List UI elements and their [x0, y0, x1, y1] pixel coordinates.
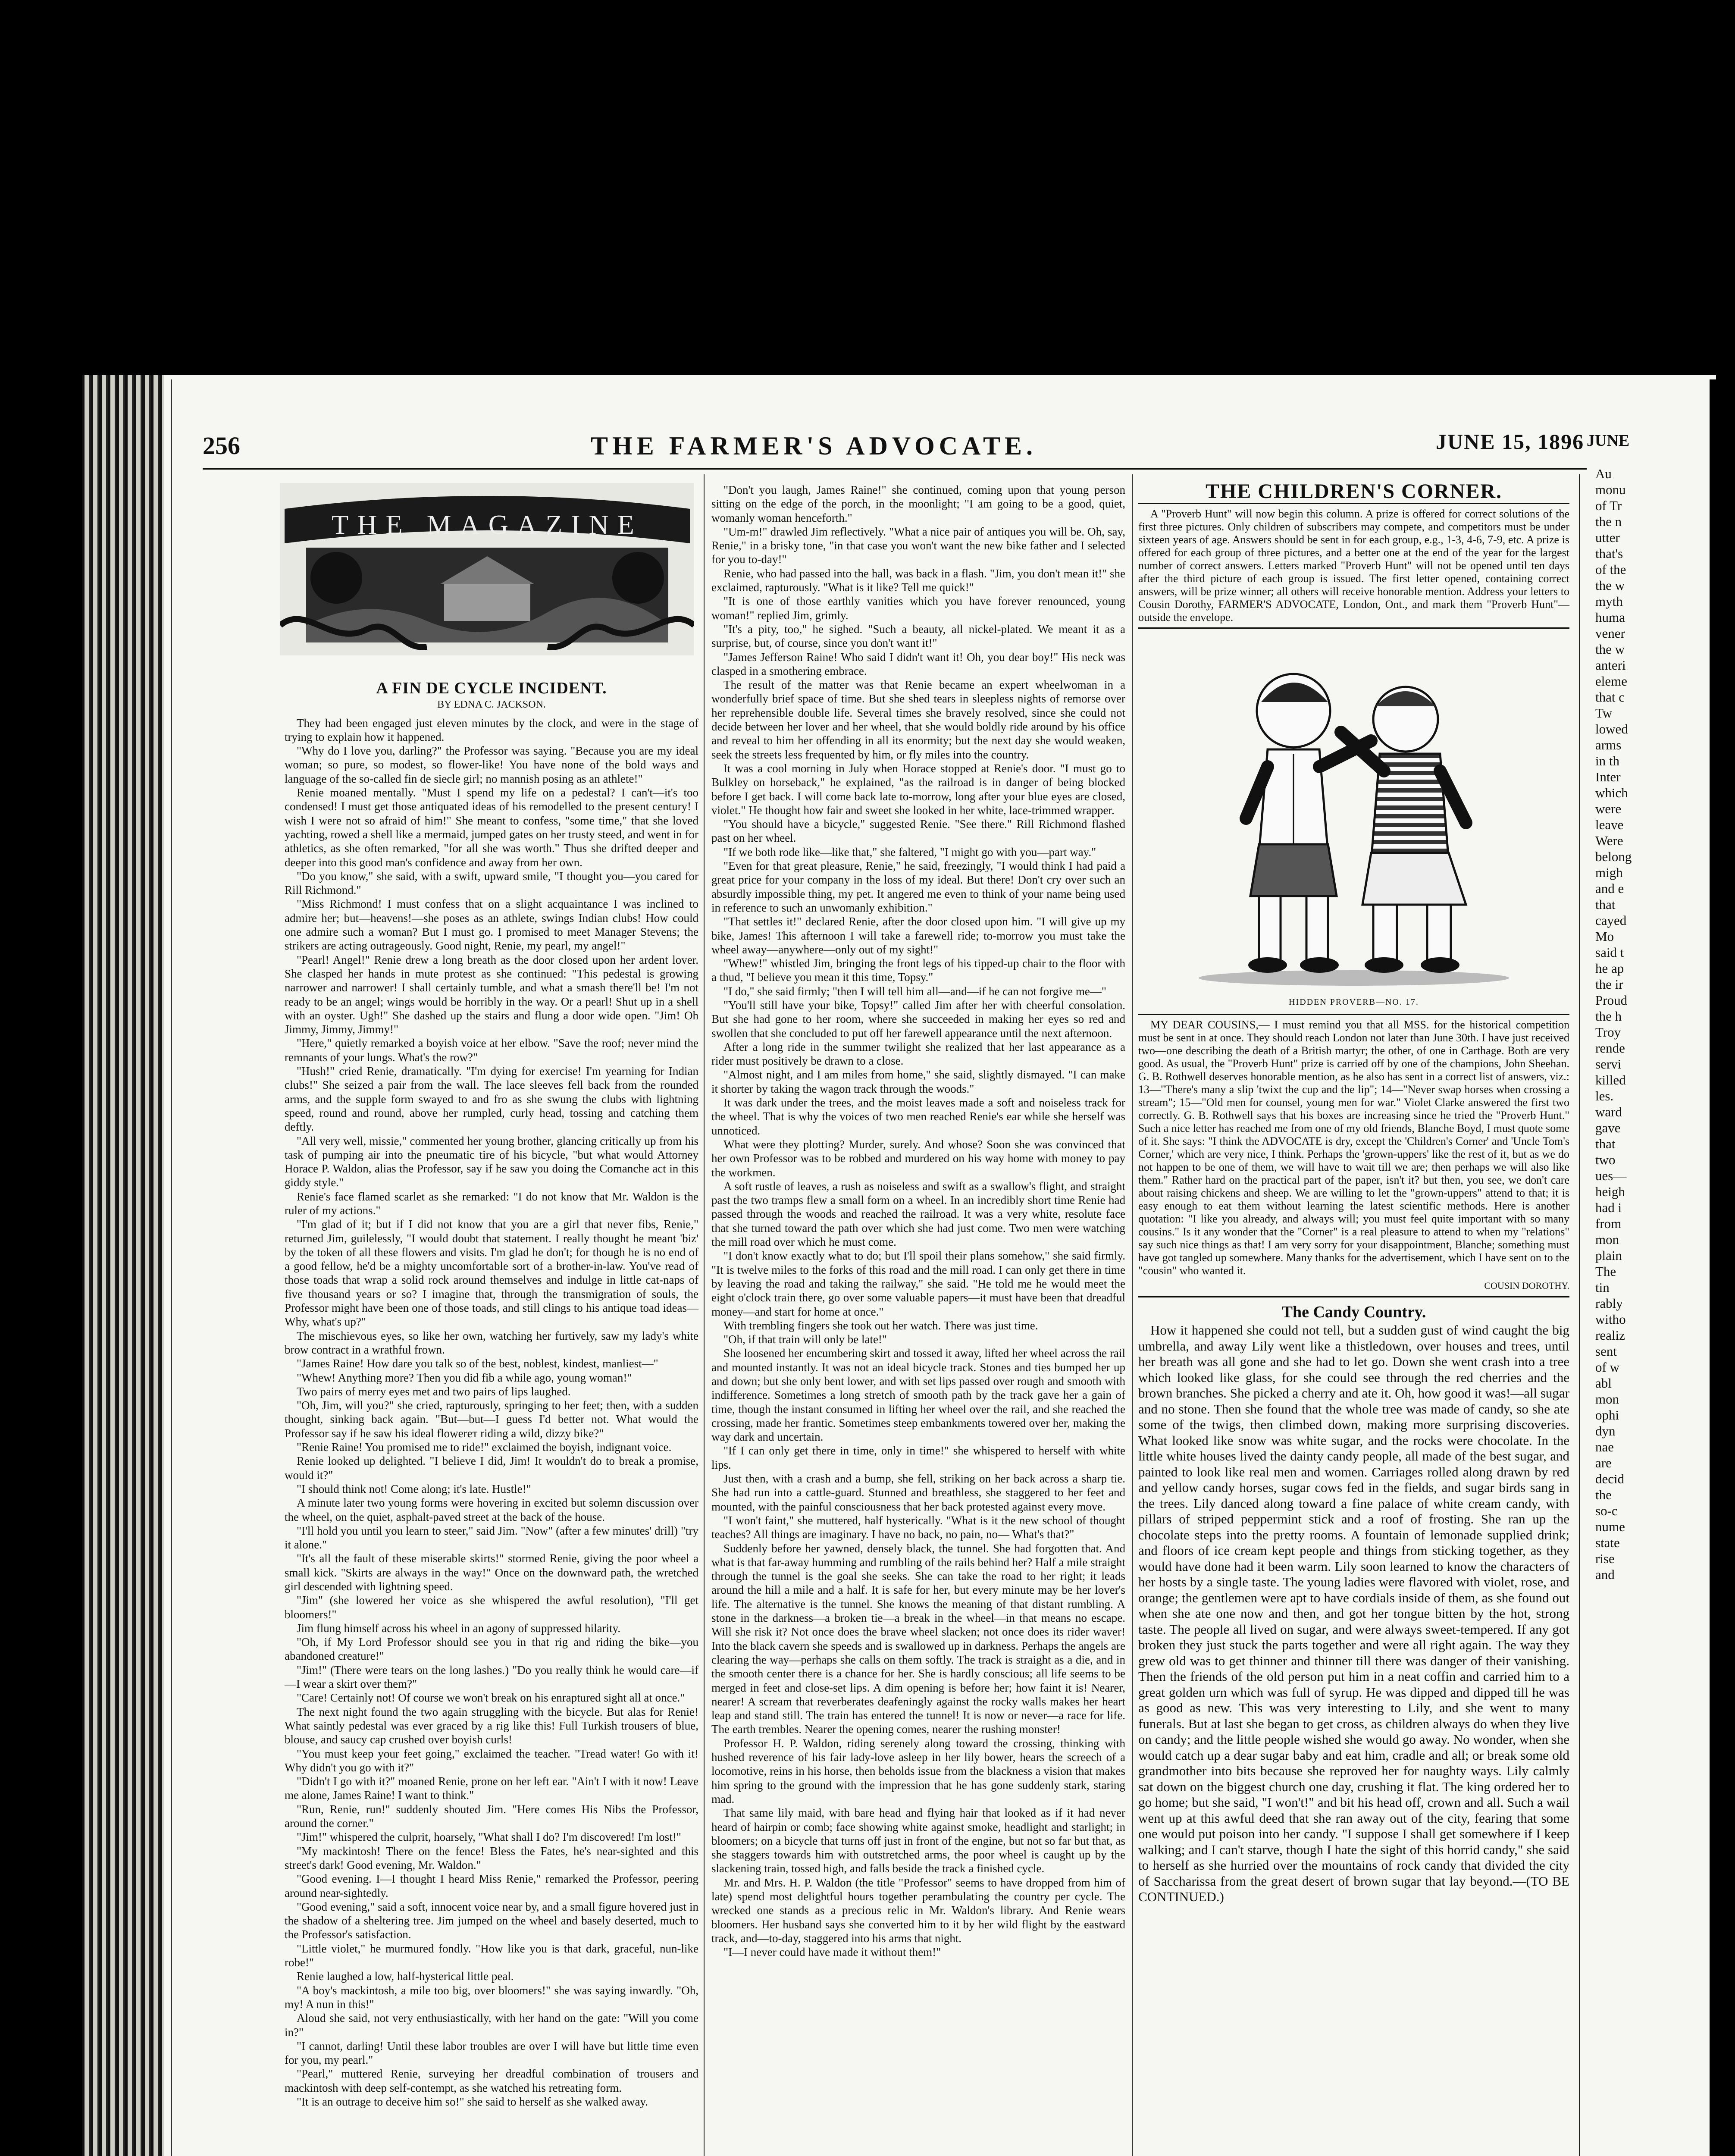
magazine-banner-illustration	[280, 483, 694, 655]
story-paragraph: "That settles it!" declared Renie, after the door closed upon him. "I will give up my bike, James! This afternoon I will take a farewell ride; to-morrow you must take the wheel away—anywhere—only out of my sight!"	[711, 915, 1125, 956]
story-paragraph: "I'm glad of it; but if I did not know that you are a girl that never fibs, Renie," returned Jim, guilelessly, "I would doubt that statement. I really thought he meant 'biz' by the token of all these flowers and visits. I'm glad he don't; for though he is no end of a good fellow, he'd be a mighty uncomfortable sort of a brother-in-law. You've read of those toads that wrap a solid rock around themselves and indulge in little cat-naps of five thousand years or so? I imagine that, through the transmigration of souls, the Professor might have been one of those toads, and still clings to his antique toad ideas— Why, what's up?"	[285, 1218, 698, 1329]
facing-page-fragment: are	[1595, 1455, 1612, 1470]
story-paragraph: "I cannot, darling! Until these labor troubles are over I will have but little time even for you, my pearl."	[285, 2039, 698, 2067]
proverb-hunt-announcement: A "Proverb Hunt" will now begin this column. A prize is offered for correct solutions of the first three pictures. Only children of subscribers may compete, and competitors must be under sixteen years of age. Answers should be sent in for each group, e.g., 1-3, 4-6, 7-9, etc. A prize is offered for each group of three pictures, and a better one at the end of the year for the largest number of correct answers. Letters marked "Proverb Hunt" will not be opened until ten days after the third picture of each group is issued. The first letter opened, containing correct answers, will be prize winner; all others will receive honorable mention. Address your letters to Cousin Dorothy, FARMER'S ADVOCATE, London, Ont., and mark them "Proverb Hunt"—outside the envelope.	[1138, 508, 1569, 624]
issue-date: JUNE 15, 1896	[1436, 429, 1585, 454]
story-paragraph: Professor H. P. Waldon, riding serenely along toward the crossing, thinking with hushed reverence of his fair lady-love asleep in her lily bower, hears the screech of a locomotive, reins in his horse, then beholds issue from the blackness a vision that makes him spring to the ground with the impression that he has gone suddenly stark, staring mad.	[711, 1736, 1125, 1805]
facing-page-fragment: he ap	[1595, 961, 1624, 976]
story-paragraph: "Jim!" (There were tears on the long lashes.) "Do you really think he would care—if—I wear a skirt over them?"	[285, 1663, 698, 1691]
facing-page-fragment: rably	[1595, 1296, 1623, 1311]
story-paragraph: Two pairs of merry eyes met and two pairs of lips laughed.	[297, 1385, 571, 1398]
story-paragraph: Aloud she said, not very enthusiastically, with her hand on the gate: "Will you come in?"	[285, 2012, 698, 2039]
facing-page-fragment: and	[1595, 1567, 1615, 1582]
facing-page-fragment: said t	[1595, 945, 1624, 960]
story-paragraph: "Oh, if that train will only be late!"	[723, 1333, 887, 1346]
facing-page-fragment: that c	[1595, 689, 1625, 705]
facing-page-fragment: ues—	[1595, 1168, 1627, 1183]
facing-page-fragment: migh	[1595, 865, 1623, 880]
facing-page-fragment: of Tr	[1595, 498, 1622, 513]
heading-rule	[1138, 503, 1569, 504]
facing-page-fragment: ophi	[1595, 1407, 1619, 1423]
facing-page-fragment: myth	[1595, 594, 1623, 609]
facing-page-fragment: Were	[1595, 833, 1623, 848]
facing-page-fragment: Mo	[1595, 929, 1614, 944]
facing-page-fragment: dyn	[1595, 1423, 1616, 1438]
magazine-banner	[280, 483, 694, 655]
facing-page-fragment: state	[1595, 1535, 1620, 1550]
story-paragraph: That same lily maid, with bare head and flying hair that looked as if it had never heard of hairpin or comb; face showing white against smoke, headlight and starlight; in bloomers; on a bicycle that turns off just in front of the engine, but not so far but that, as she staggers towards him with outstretched arms, the poor wheel is caught up by the slackening train, tossed high, and falls beside the track a finished cycle.	[711, 1806, 1125, 1875]
story-paragraph: "Almost night, and I am miles from home," she said, slightly dismayed. "I can make it shorter by taking the wagon track through the woods."	[711, 1068, 1125, 1095]
facing-page-fragment: nume	[1595, 1519, 1625, 1534]
story-body-continued	[711, 483, 1125, 1959]
story-paragraph: "Whew!" whistled Jim, bringing the front legs of his tipped-up chair to the floor with a thud, "I believe you mean it this time, Topsy."	[711, 957, 1125, 984]
caption-rule	[1138, 1014, 1569, 1015]
story-paragraph: A soft rustle of leaves, a rush as noiseless and swift as a swallow's flight, and straight past the two tramps flew a small form on a wheel. In an incredibly short time Renie had passed through the woods and reached the railroad. It was a very white, resolute face that she turned toward the path over which she had just come. Two men were watching the mill road over which he must come.	[711, 1179, 1125, 1249]
facing-page-fragment: rise	[1595, 1551, 1615, 1566]
story-paragraph: "James Jefferson Raine! Who said I didn't want it! Oh, you dear boy!" His neck was clasped in a smothering embrace.	[711, 650, 1125, 677]
story-paragraph: Renie, who had passed into the hall, was back in a flash. "Jim, you don't mean it!" she exclaimed, rapturously. "What is it like? Tell me quick!"	[711, 567, 1125, 594]
facing-page-fragment: the	[1595, 1487, 1612, 1502]
facing-page-fragment: belong	[1595, 849, 1632, 864]
facing-page-fragments	[1595, 466, 1694, 1583]
facing-page-fragment: tin	[1595, 1280, 1610, 1295]
letter-rule	[1138, 1296, 1569, 1297]
story-paragraph: "It's all the fault of these miserable skirts!" stormed Renie, giving the poor wheel a small kick. "Skirts are always in the way!" Once on the downward path, the wretched girl descended with lightning speed.	[285, 1552, 698, 1593]
scan-background-top	[0, 0, 1735, 379]
facing-page-fragment: that's	[1595, 546, 1623, 561]
facing-page-fragment: cayed	[1595, 913, 1627, 928]
facing-page-fragment: servi	[1595, 1056, 1622, 1072]
facing-page-fragment: vener	[1595, 626, 1625, 641]
story-paragraph: "A boy's mackintosh, a mile too big, over bloomers!" she was saying inwardly. "Oh, my! A nun in this!"	[285, 1984, 698, 2011]
childrens-corner-heading: THE CHILDREN'S CORNER.	[1205, 480, 1503, 503]
story-paragraph: The result of the matter was that Renie became an expert wheelwoman in a wonderfully brief space of time. But she shed tears in sleepless nights of remorse over her reprehensible double life. Several times she bravely resolved, since she could not decide between her lover and her wheel, that she would boldly ride around by his office and reveal to him her offending in all its enormity; but the next day she would weaken, seek the streets less frequented by him, or fly miles into the country.	[711, 678, 1125, 761]
story-paragraph: "All very well, missie," commented her young brother, glancing critically up from his task of pumping air into the pneumatic tire of his bicycle, "but what would Attorney Horace P. Waldon, alias the Professor, say if he saw you doing the Comanche act in this giddy style."	[285, 1134, 698, 1189]
facing-page-fragment: the ir	[1595, 977, 1623, 992]
story-paragraph: "If we both rode like—like that," she faltered, "I might go with you—part way."	[723, 845, 1096, 859]
facing-page-fragment: ward	[1595, 1104, 1622, 1119]
boxing-boys-illustration	[1138, 637, 1569, 991]
story-paragraph: "Renie Raine! You promised me to ride!" exclaimed the boyish, indignant voice.	[297, 1441, 672, 1454]
facing-page-fragment: huma	[1595, 610, 1625, 625]
facing-page-fragment: Inter	[1595, 769, 1621, 784]
announcement-rule	[1138, 627, 1569, 629]
story-paragraph: "I do," she said firmly; "then I will tell him all—and—if he can not forgive me—"	[723, 984, 1106, 998]
story-paragraph: "Hush!" cried Renie, dramatically. "I'm dying for exercise! I'm yearning for Indian clubs!" She seized a pair from the wall. The lace sleeves fell back from the rounded arms, and the supple form swayed to and fro as she swung the clubs with lightning speed, round and round, above her rumpled, curly head, tossing and catching them deftly.	[285, 1065, 698, 1134]
facing-page-fragment: had i	[1595, 1200, 1622, 1215]
story-paragraph: Renie looked up delighted. "I believe I did, Jim! It wouldn't do to break a promise, would it?"	[285, 1454, 698, 1482]
facing-page-fragment: so-c	[1595, 1503, 1618, 1518]
story-paragraph: "It is one of those earthly vanities which you have forever renounced, young woman!" replied Jim, grimly.	[711, 595, 1125, 622]
story-paragraph: "It's a pity, too," he sighed. "Such a beauty, all nickel-plated. We meant it as a surprise, but, of course, since you don't want it!"	[711, 622, 1125, 650]
facing-page-fragment: decid	[1595, 1471, 1625, 1486]
story-paragraph: "Here," quietly remarked a boyish voice at her elbow. "Save the roof; never mind the remnants of your lungs. What's the row?"	[285, 1037, 698, 1064]
story-column-2	[711, 483, 1125, 1959]
letter-signature: COUSIN DOROTHY.	[1484, 1280, 1569, 1291]
story-paragraph: "Oh, Jim, will you?" she cried, rapturously, springing to her feet; then, with a sudden thought, sinking back again. "But—but—I guess I'd better not. What would the Professor say if he saw his ideal flowerет riding a wild, dizzy bike?"	[285, 1399, 698, 1440]
facing-page-fragment: the w	[1595, 642, 1625, 657]
column-divider	[1579, 474, 1580, 2156]
svg-text:THE MAGAZINE: THE MAGAZINE	[332, 509, 643, 540]
story-paragraph: "Oh, if My Lord Professor should see you in that rig and riding the bike—you abandoned creature!"	[285, 1636, 698, 1663]
facing-page-fragment: of the	[1595, 562, 1626, 577]
facing-page-fragment: eleme	[1595, 674, 1628, 689]
page-header	[203, 431, 1143, 461]
story-paragraph: "If I can only get there in time, only in time!" she whispered to herself with white lips.	[711, 1444, 1125, 1471]
facing-page-fragment: abl	[1595, 1376, 1612, 1391]
story-paragraph: It was a cool morning in July when Horace stopped at Renie's door. "I must go to Bulkley on horseback," he explained, "as the railroad is in danger of being blocked before I get back. I will come back late to-morrow, long after your blue eyes are closed, violet." He thought how fair and sweet she looked in her white, lace-trimmed wrapper.	[711, 761, 1125, 817]
facing-page-fragment: arms	[1595, 737, 1622, 752]
facing-page-fragment: witho	[1595, 1312, 1626, 1327]
story-paragraph: "Good evening," said a soft, innocent voice near by, and a small figure hovered just in the shadow of a sheltering tree. Jim jumped on the wheel and basely deserted, much to the Professor's satisfaction.	[285, 1900, 698, 1941]
story-paragraph: "Care! Certainly not! Of course we won't break on his enraptured sight all at once."	[297, 1691, 685, 1705]
facing-page-fragment: mon	[1595, 1232, 1619, 1247]
facing-page-fragment: from	[1595, 1216, 1622, 1231]
story-paragraph: "Whew! Anything more? Then you did fib a while ago, young woman!"	[297, 1371, 632, 1384]
book-spine-edge	[82, 375, 164, 2156]
story-paragraph: It was dark under the trees, and the moist leaves made a soft and noiseless track for the wheel. That is why the voices of two men reached Renie's ear while she herself was unnoticed.	[711, 1096, 1125, 1137]
story-paragraph: "I don't know exactly what to do; but I'll spoil their plans somehow," she said firmly. "It is twelve miles to the forks of this road and the mill road. I can only get there in time by leaving the road and taking the railway," she said. "He told me he would meet the eight o'clock train there, go over some valuable papers—it must have been that dreadful money—and start for home at once."	[711, 1249, 1125, 1318]
story-paragraph: "My mackintosh! There on the fence! Bless the Fates, he's near-sighted and this street's dark! Good evening, Mr. Waldon."	[285, 1844, 698, 1871]
story-paragraph: "Run, Renie, run!" suddenly shouted Jim. "Here comes His Nibs the Professor, around the corner."	[285, 1802, 698, 1830]
facing-page-fragment: rende	[1595, 1040, 1625, 1056]
next-page-header-fragment: JUNE	[1587, 432, 1630, 450]
header-rule	[203, 468, 1587, 470]
story-column-1	[285, 681, 698, 2109]
story-paragraph: "Miss Richmond! I must confess that on a slight acquaintance I was inclined to admire her; but—heavens!—she poses as an athlete, swings Indian clubs! How could one admire such a woman? But I must go. I promised to meet Manager Stevens; the strikers are acting outrageously. Good night, Renie, my pearl, my angel!"	[285, 897, 698, 953]
illustration-caption: HIDDEN PROVERB—NO. 17.	[1289, 997, 1419, 1007]
facing-page-fragment: two	[1595, 1152, 1616, 1167]
facing-page-fragment: were	[1595, 801, 1622, 816]
facing-page-fragment: lowed	[1595, 721, 1628, 736]
story-paragraph: "Pearl! Angel!" Renie drew a long breath as the door closed upon her ardent lover. She clasped her hands in mute protest as she continued: "This pedestal is growing narrower and narrower! I shall certainly tumble, and what a smash there'll be! I'm not ready to be an angel; wings would be horribly in the way. Or a pearl! Shut up in a shell with an oyster. Ugh!" She dashed up the stairs and flung a door wide open. "Jim! Oh Jimmy, Jimmy, Jimmy!"	[285, 953, 698, 1036]
facing-page-fragment: Troy	[1595, 1025, 1621, 1040]
facing-page-fragment: The	[1595, 1264, 1616, 1279]
story-paragraph: "You should have a bicycle," suggested Renie. "See there." Rill Richmond flashed past on her wheel.	[711, 818, 1125, 845]
facing-page-fragment: sent	[1595, 1344, 1617, 1359]
facing-page-fragment: realiz	[1595, 1328, 1625, 1343]
story-paragraph: Mr. and Mrs. H. P. Waldon (the title "Professor" seems to have dropped from him of late) spend most delightful hours together perambulating the country per cycle. The wrecked one stands as a precious relic in Mr. Waldon's library. And Renie wears bloomers. Her husband says she converted him to it by her wild flight by the eastward track, and—to-day, staggered into his arms that night.	[711, 1876, 1125, 1945]
facing-page-fragment: that	[1595, 897, 1616, 912]
facing-page-fragment: killed	[1595, 1072, 1626, 1087]
facing-page-fragment: Au	[1595, 466, 1612, 481]
binding-line	[171, 379, 172, 2156]
facing-page-fragment: plain	[1595, 1248, 1622, 1263]
story-paragraph: She loosened her encumbering skirt and tossed it away, lifted her wheel across the rail and mounted instantly. It was not an ideal bicycle track. Stones and ties bumped her up and down; but she only bent lower, and with set lips passed over rough and smooth with indifference. Sometimes a long stretch of smooth path by the track gave her a gain of time, though the instant consumed in lifting her wheel over the rail, and she reached the crossing, made her frantic. Sometimes steep embankments towered over her, making the way dark and uncertain.	[711, 1347, 1125, 1444]
story-paragraph: "Even for that great pleasure, Renie," he said, freezingly, "I would think I had paid a great price for your company in the loss of my ideal. But there! Don't cry over such an absurdly impossible thing, my pet. It angered me even to think of your name being used in reference to such an unwomanly exhibition."	[711, 859, 1125, 914]
story-paragraph: "Little violet," he murmured fondly. "How like you is that dark, graceful, nun-like robe!"	[285, 1942, 698, 1969]
story-paragraph: "James Raine! How dare you talk so of the best, noblest, kindest, manliest—"	[297, 1357, 658, 1370]
story-paragraph: "I—I never could have made it without them!"	[723, 1946, 941, 1959]
story-paragraph: "Why do I love you, darling?" the Professor was saying. "Because you are my ideal woman; so pure, so modest, so flower-like! You have none of the bold ways and language of the so-called fin de siecle girl; no mannish posing as an athlete!"	[285, 744, 698, 785]
story-paragraph: "Do you know," she said, with a swift, upward smile, "I thought you—you cared for Rill Richmond."	[285, 869, 698, 897]
story-paragraph: "Don't you laugh, James Raine!" she continued, coming upon that young person sitting on the edge of the porch, in the moonlight; "I am going to be a good, quiet, womanly woman henceforth."	[711, 483, 1125, 524]
story-paragraph: "It is an outrage to deceive him so!" she said to herself as she walked away.	[297, 2095, 648, 2108]
facing-page-fragment: which	[1595, 785, 1628, 800]
facing-page-fragment: monu	[1595, 482, 1626, 497]
story-paragraph: "Pearl," muttered Renie, surveying her dreadful combination of trousers and mackintosh with deep self-contempt, as she watched his retreating form.	[285, 2067, 698, 2094]
story-paragraph: "Good evening. I—I thought I heard Miss Renie," remarked the Professor, peering around near-sightedly.	[285, 1872, 698, 1899]
story-paragraph: Renie's face flamed scarlet as she remarked: "I do not know that Mr. Waldon is the ruler of my actions."	[285, 1190, 698, 1217]
story-paragraph: They had been engaged just eleven minutes by the clock, and were in the stage of trying to explain how it happened.	[285, 716, 698, 743]
story-paragraph: "Jim!" whispered the culprit, hoarsely, "What shall I do? I'm discovered! I'm lost!"	[297, 1830, 681, 1844]
story-byline: BY EDNA C. JACKSON.	[437, 699, 546, 711]
hidden-proverb-illustration	[1138, 637, 1569, 991]
facing-page-fragment: in th	[1595, 753, 1619, 768]
facing-page-fragment: and e	[1595, 881, 1624, 896]
story-paragraph: "Didn't I go with it?" moaned Renie, prone on her left ear. "Ain't I with it now! Leave me alone, James Raine! I want to think."	[285, 1775, 698, 1802]
facing-page-fragment: nae	[1595, 1439, 1614, 1454]
story-paragraph: What were they plotting? Murder, surely. And whose? Soon she was convinced that her own Professor was to be robbed and murdered on his way home with money to pay the workmen.	[711, 1138, 1125, 1179]
story-paragraph: Renie moaned mentally. "Must I spend my life on a pedestal? I can't—it's too condensed! I must get those antiquated ideas of his remodelled to the present century! I wish I were not so afraid of him!" She meant to confess, "some time," that she loved yachting, rowed a shell like a mermaid, jumped gates on her trusty steed, and went in for athletics, as she often remarked, "for all she was worth." Thus she drifted deeper and deeper into this good man's confidence and away from her own.	[285, 786, 698, 869]
page-number: 256	[203, 432, 240, 460]
story-paragraph: A minute later two young forms were hovering in excited but solemn discussion over the wheel, on the quiet, asphalt-paved street at the back of the house.	[285, 1496, 698, 1523]
paper-title: THE FARMER'S ADVOCATE.	[591, 432, 1037, 460]
story-paragraph: Suddenly before her yawned, densely black, the tunnel. She had forgotten that. And what is that far-away humming and rumbling of the rails behind her? Half a mile straight through the tunnel is the goal she seeks. She can take the road to her right; it leads around the hill a mile and a half. It is safe for her, but every minute may be her lover's life. The alternative is the tunnel. She knows the meaning of that distant rumbling. A stone in the darkness—a broken tie—a break in the wheel—in that means no escape. Will she risk it? Not once does the brave wheel slacken; not once does its rider waver! Into the black cavern she speeds and is swallowed up in darkness. Perhaps the angels are clearing the way—perhaps she calls on them softly. The track is straight as a die, and in the smooth center there is a chance for her. She is hardly conscious; all life seems to be merged in feet and close-set lips. A dim opening is before her; how faint it is! Nearer, nearer! A scream that reverberates deafeningly against the rocky walls makes her heart leap and stand still. The train has entered the tunnel! It is now or never—a race for life. The earth trembles. Nearer the opening comes, nearer the rushing monster!	[711, 1542, 1125, 1736]
column-divider	[1132, 474, 1133, 2156]
facing-page-fragment: the h	[1595, 1009, 1622, 1024]
story-paragraph: "You must keep your feet going," exclaimed the teacher. "Tread water! Go with it! Why didn't you go with it?"	[285, 1747, 698, 1774]
story-paragraph: "I should think not! Come along; it's late. Hustle!"	[297, 1482, 531, 1495]
story-paragraph: The next night found the two again struggling with the bicycle. But alas for Renie! What saintly pedestal was ever graced by a rig like this! Full Turkish trousers of blue, blouse, and saucy cap crushed over boyish curls!	[285, 1705, 698, 1746]
facing-page-fragment: of w	[1595, 1360, 1619, 1375]
childrens-corner-column	[1138, 480, 1569, 1905]
scan-background-right	[1710, 379, 1735, 2156]
story-title: A FIN DE CYCLE INCIDENT.	[376, 679, 607, 697]
story-paragraph: The mischievous eyes, so like her own, watching her furtively, saw my lady's white brow contract in a wrathful frown.	[285, 1329, 698, 1356]
story-paragraph: "You'll still have your bike, Topsy!" called Jim after her with cheerful consolation. But she had gone to her room, where she succeeded in making her eyes so red and swollen that she concluded to put off her farewell appearance until the next afternoon.	[711, 998, 1125, 1040]
story-paragraph: "I'll hold you until you learn to steer," said Jim. "Now" (after a few minutes' drill) "try it alone."	[285, 1524, 698, 1551]
facing-page-fragment: that	[1595, 1136, 1616, 1151]
facing-page-fragment: anteri	[1595, 658, 1626, 673]
story-paragraph: "Jim" (she lowered her voice as she whispered the awful resolution), "I'll get bloomers!"	[285, 1594, 698, 1621]
candy-country-title: The Candy Country.	[1281, 1303, 1426, 1321]
letter-to-cousins: MY DEAR COUSINS,— I must remind you that all MSS. for the historical competition must be sent in at once. They should reach London not later than June 30th. I have just received two—one describing the death of a British martyr; the other, of one in Carthage. Both are very good. As usual, the "Proverb Hunt" prize is carried off by one of the champions, John Sheehan. G. B. Rothwell deserves honorable mention, as he also has sent in a correct list of answers, viz.: 13—"There's many a slip 'twixt the cup and the lip"; 14—"Never swap horses when crossing a stream"; 15—"Old men for counsel, young men for war." Violet Clarke answered the first two correctly. G. B. Rothwell says that his boxes are increasing since he tried the "Proverb Hunt." Such a nice letter has reached me from one of my old friends, Blanche Boyd, I must quote some of it. She says: "I think the ADVOCATE is dry, except the 'Children's Corner' and 'Uncle Tom's Corner,' which are very nice, I think. Perhaps the 'grown-uppers' like the rest of it, but as we do not happen to be one of them, we will have to wait till we are; then perhaps we will also like them." Rather hard on the practical part of the paper, isn't it? but then, you see, we don't care about raising chickens and sheep. We are willing to let the "grown-uppers" attend to that; it is easy enough to eat them without learning the latest scientific methods. Here is another quotation: "I like you already, and always will; you must feel quite important with so many cousins." Is it any wonder that the "Corner" is a real pleasure to attend to when my "relations" say such nice things as that! I am very sorry for your disappointment, Blanche; something must have got tangled up somewhere. Many thanks for the advertisement, which I have sent on to the "cousin" who wanted it.	[1138, 1018, 1569, 1277]
facing-page-fragment: gave	[1595, 1120, 1621, 1135]
column-divider	[704, 474, 705, 2156]
story-paragraph: After a long ride in the summer twilight she realized that her last appearance as a rider must positively be drawn to a close.	[711, 1040, 1125, 1068]
facing-page-fragment: the w	[1595, 578, 1625, 593]
story-paragraph: "I won't faint," she muttered, half hysterically. "What is it the new school of thought teaches? All things are imaginary. I have no back, no pain, no— What's that?"	[711, 1514, 1125, 1541]
facing-page-fragment: mon	[1595, 1391, 1619, 1407]
facing-page-fragment: les.	[1595, 1088, 1614, 1103]
story-paragraph: With trembling fingers she took out her watch. There was just time.	[723, 1319, 1038, 1332]
facing-page-fragment: heigh	[1595, 1184, 1625, 1199]
facing-page-fragment: utter	[1595, 530, 1620, 545]
candy-country-text: How it happened she could not tell, but a sudden gust of wind caught the big umbrella, and away Lily went like a thistledown, over houses and trees, until her breath was all gone and she had to let go. Down she went crash into a tree which looked like glass, for she could see through the red cherries and the brown branches. She picked a cherry and ate it. Oh, how good it was!—all sugar and no stone. Then she found that the whole tree was made of candy, so she ate some of the twigs, then climbed down, making more surprising discoveries. What looked like snow was white sugar, and the rocks were chocolate. In the little white houses lived the dainty candy people, all made of the best sugar, and painted to look like real men and women. Carriages rolled along drawn by red and yellow candy horses, sugar cows fed in the fields, and sugar birds sang in the trees. Lily danced along toward a fine palace of white cream candy, with pillars of striped peppermint stick and a roof of frosting. She ran up the chocolate steps into the pretty rooms. A fountain of lemonade supplied drink; and floors of ice cream kept people and things from sticking together, as they would have done had it been warm. Lily soon learned to know the characters of her hosts by a single taste. The young ladies were flavored with violet, rose, and orange; the gentlemen were apt to have cordials inside of them, as she found out when she ate one now and then, and got her tongue bitten by the hot, strong taste. The people all lived on sugar, and were always sweet-tempered. If any got broken they just stuck the parts together and were all right again. The way they grew old was to get thinner and thinner till there was danger of their vanishing. Then the friends of the old person put him in a neat coffin and carried him to a great golden urn which was full of syrup. He was dipped and dipped till he was as good as new. This was very interesting to Lily, and she went to many funerals. But at last she began to get cross, as children always do when they live on candy; and the little people wished she would go away. No wonder, when she would catch up a dear sugar baby and eat him, cradle and all; or break some old grandmother into bits because she reproved her for naughty ways. Lily calmly sat down on the biggest church one day, crushing it flat. The king ordered her to go home; but she said, "I won't!" and bit his head off, crown and all. Such a wail went up at this awful deed that she ran away out of the city, fearing that some one would put poison into her candy. "I suppose I shall get somewhere if I keep walking; and I can't starve, though I hate the sight of this horrid candy," she said to herself as she hurried over the mountains of rock candy that divided the city of Saccharissa from the great desert of brown sugar that lay beyond.—(TO BE CONTINUED.)	[1138, 1322, 1569, 1905]
facing-page-text	[1595, 466, 1694, 1583]
story-paragraph: Jim flung himself across his wheel in an agony of suppressed hilarity.	[297, 1621, 621, 1635]
facing-page-fragment: Proud	[1595, 993, 1628, 1008]
story-paragraph: Just then, with a crash and a bump, she fell, striking on her back across a sharp tie. She had run into a cattle-guard. Stunned and breathless, she staggered to her feet and mounted, with the painful consciousness that her back protested against every move.	[711, 1472, 1125, 1513]
story-body	[285, 716, 698, 2109]
facing-page-fragment: leave	[1595, 817, 1624, 832]
story-paragraph: "Um-m!" drawled Jim reflectively. "What a nice pair of antiques you will be. Oh, say, Renie," in a brisky tone, "in that case you won't want the new bike father and I selected for you to-day!"	[711, 525, 1125, 566]
facing-page-fragment: the n	[1595, 514, 1622, 529]
facing-page-fragment: Tw	[1595, 705, 1613, 721]
story-paragraph: Renie laughed a low, half-hysterical little peal.	[297, 1970, 514, 1983]
